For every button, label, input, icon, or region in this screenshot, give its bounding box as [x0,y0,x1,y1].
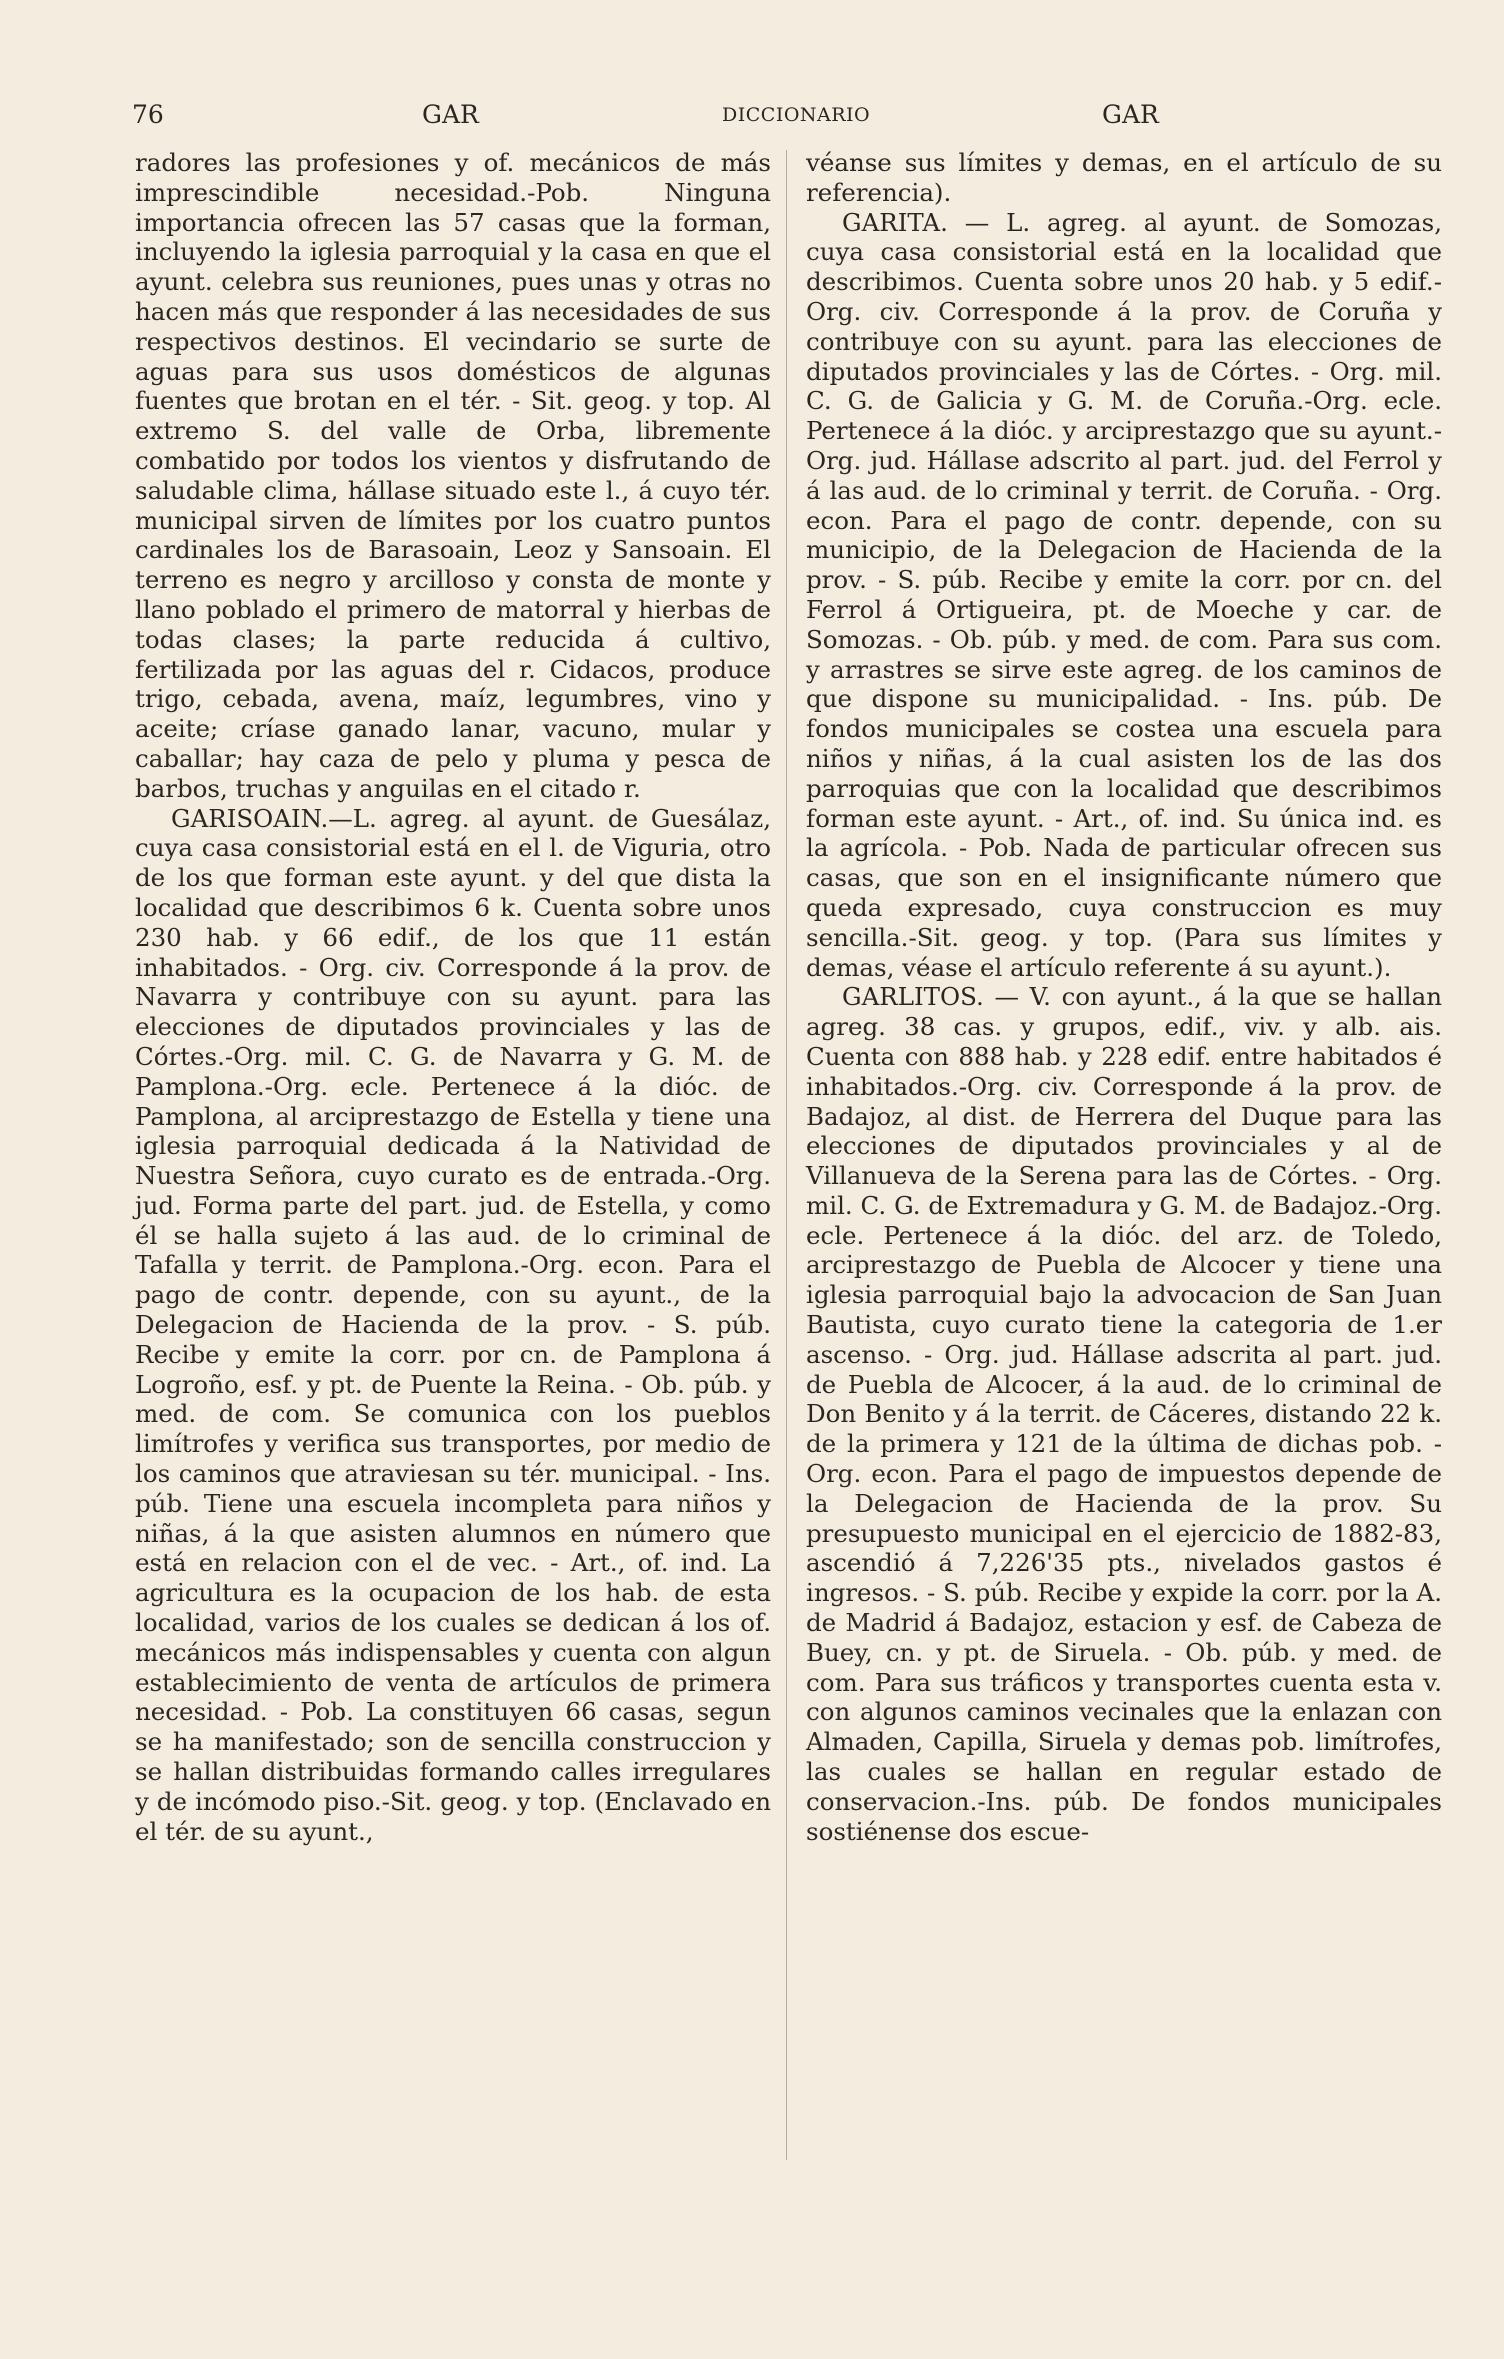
right-running-head: GAR [1102,100,1159,129]
column-divider [786,150,787,2160]
entry-continuation: radores las profesiones y of. mecánicos de más imprescindible necesidad.-Pob. Ninguna importancia ofrecen las 57 casas que la forman, incluyendo la iglesia parroquial y la casa en que el ayunt. celebra sus reuniones, pues unas y otras no hacen más que responder á las necesidades de sus respectivos destinos. El vecindario se surte de aguas para sus usos domésticos de algunas fuentes que brotan en el tér. - Sit. geog. y top. Al extremo S. del valle de Orba, libremente combatido por todos los vientos y disfrutando de saludable clima, hállase situado este l., á cuyo tér. municipal sirven de límites por los cuatro puntos cardinales los de Barasoain, Leoz y Sansoain. El terreno es negro y arcilloso y consta de monte y llano poblado el primero de matorral y hierbas de todas clases; la parte reducida á cultivo, fertilizada por las aguas del r. Cidacos, produce trigo, cebada, avena, maíz, legumbres, vino y aceite; críase ganado lanar, vacuno, mular y caballar; hay caza de pelo y pluma y pesca de barbos, truchas y anguilas en el citado r. [135,148,771,803]
entry-garisoain: GARISOAIN.—L. agreg. al ayunt. de Guesálaz, cuya casa consistorial está en el l. de Viguria, otro de los que forman este ayunt. y del que dista la localidad que describimos 6 k. Cuenta sobre unos 230 hab. y 66 edif., de los que 11 están inhabitados. - Org. civ. Corresponde á la prov. de Navarra y contribuye con su ayunt. para las elecciones de diputados provinciales y las de Córtes.-Org. mil. C. G. de Navarra y G. M. de Pamplona.-Org. ecle. Pertenece á la dióc. de Pamplona, al arciprestazgo de Estella y tiene una iglesia parroquial dedicada á la Natividad de Nuestra Señora, cuyo curato es de entrada.-Org. jud. Forma parte del part. jud. de Estella, y como él se halla sujeto á las aud. de lo criminal de Tafalla y territ. de Pamplona.-Org. econ. Para el pago de contr. depende, con su ayunt., de la Delegacion de Hacienda de la prov. - S. púb. Recibe y emite la corr. por cn. de Pamplona á Logroño, esf. y pt. de Puente la Reina. - Ob. púb. y med. de com. Se comunica con los pueblos limítrofes y verifica sus transportes, por medio de los caminos que atraviesan su tér. municipal. - Ins. púb. Tiene una escuela incompleta para niños y niñas, á la que asisten alumnos en número que está en relacion con el de vec. - Art., of. ind. La agricultura es la ocupacion de los hab. de esta localidad, varios de los cuales se dedican á los of. mecánicos más indispensables y cuenta con algun establecimiento de venta de artículos de primera necesidad. - Pob. La constituyen 66 casas, segun se ha manifestado; son de sencilla construccion y se hallan distribuidas formando calles irregulares y de incómodo piso.-Sit. geog. y top. (Enclavado en el tér. de su ayunt., [135,803,771,1846]
right-column [806,148,1442,1846]
entry-garita: GARITA. — L. agreg. al ayunt. de Somozas, cuya casa consistorial está en la localidad que describimos. Cuenta sobre unos 20 hab. y 5 edif.-Org. civ. Corresponde á la prov. de Coruña y contribuye con su ayunt. para las elecciones de diputados provinciales y las de Córtes. - Org. mil. C. G. de Galicia y G. M. de Coruña.-Org. ecle. Pertenece á la dióc. y arciprestazgo que su ayunt.-Org. jud. Hállase adscrito al part. jud. del Ferrol y á las aud. de lo criminal y territ. de Coruña. - Org. econ. Para el pago de contr. depende, con su municipio, de la Delegacion de Hacienda de la prov. - S. púb. Recibe y emite la corr. por cn. del Ferrol á Ortigueira, pt. de Moeche y car. de Somozas. - Ob. púb. y med. de com. Para sus com. y arrastres se sirve este agreg. de los caminos de que dispone su municipalidad. - Ins. púb. De fondos municipales se costea una escuela para niños y niñas, á la cual asisten los de las dos parroquias que con la localidad que describimos forman este ayunt. - Art., of. ind. Su única ind. es la agrícola. - Pob. Nada de particular ofrecen sus casas, que son en el insignificante número que queda expresado, cuya construccion es muy sencilla.-Sit. geog. y top. (Para sus límites y demas, véase el artículo referente á su ayunt.). [806,207,1442,982]
entry-garlitos: GARLITOS. — V. con ayunt., á la que se hallan agreg. 38 cas. y grupos, edif., viv. y alb. ais. Cuenta con 888 hab. y 228 edif. entre habitados é inhabitados.-Org. civ. Corresponde á la prov. de Badajoz, al dist. de Herrera del Duque para las elecciones de diputados provinciales y al de Villanueva de la Serena para las de Córtes. - Org. mil. C. G. de Extremadura y G. M. de Badajoz.-Org. ecle. Pertenece á la dióc. del arz. de Toledo, arciprestazgo de Puebla de Alcocer y tiene una iglesia parroquial bajo la advocacion de San Juan Bautista, cuyo curato tiene la categoria de 1.er ascenso. - Org. jud. Hállase adscrita al part. jud. de Puebla de Alcocer, á la aud. de lo criminal de Don Benito y á la territ. de Cáceres, distando 22 k. de la primera y 121 de la última de dichas pob. - Org. econ. Para el pago de impuestos depende de la Delegacion de Hacienda de la prov. Su presupuesto municipal en el ejercicio de 1882-83, ascendió á 7,226'35 pts., nivelados gastos é ingresos. - S. púb. Recibe y expide la corr. por la A. de Madrid á Badajoz, estacion y esf. de Cabeza de Buey, cn. y pt. de Siruela. - Ob. púb. y med. de com. Para sus tráficos y transportes cuenta esta v. con algunos caminos vecinales que la enlazan con Almaden, Capilla, Siruela y demas pob. limítrofes, las cuales se hallan en regular estado de conservacion.-Ins. púb. De fondos municipales sostiénense dos escue- [806,982,1442,1846]
entry-continuation: véanse sus límites y demas, en el artículo de su referencia). [806,148,1442,207]
dictionary-title: DICCIONARIO [722,104,871,126]
left-running-head: GAR [422,100,479,129]
left-column [135,148,771,1846]
page-number: 76 [132,100,164,129]
page-header [132,98,1444,132]
